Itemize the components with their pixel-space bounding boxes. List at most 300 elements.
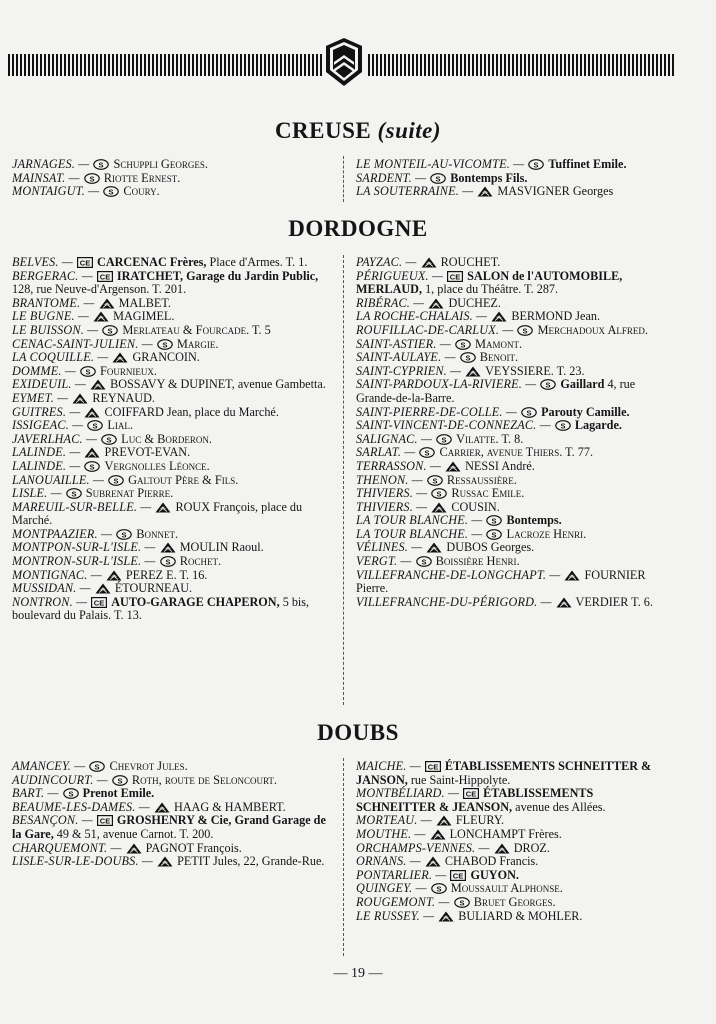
- town-name: LA TOUR BLANCHE. —: [356, 513, 483, 528]
- svg-text:S: S: [424, 448, 430, 458]
- citroen-triangle-badge-icon: [438, 911, 454, 922]
- town-name: BART. —: [12, 786, 59, 801]
- svg-text:S: S: [85, 367, 91, 377]
- creuse-left-column: [12, 158, 332, 199]
- dealer-address: 5 bis, boulevard du Palais. T. 13.: [12, 594, 310, 623]
- dealer-address: COUSIN.: [451, 499, 500, 514]
- dealer-address: 1, place du Théâtre. T. 287.: [425, 282, 559, 297]
- svg-text:CE: CE: [79, 258, 91, 268]
- dealer-entry: [12, 774, 332, 788]
- service-s-badge-icon: [555, 420, 571, 431]
- service-s-badge-icon: [455, 339, 471, 350]
- dealer-entry: [356, 185, 676, 199]
- svg-text:S: S: [441, 435, 447, 445]
- authorized-ce-badge-icon: [97, 815, 113, 826]
- dealer-entry: [356, 828, 676, 842]
- dealer-address: ROUCHET.: [440, 255, 501, 269]
- service-s-badge-icon: [416, 556, 432, 567]
- service-s-badge-icon: [87, 420, 103, 431]
- dealer-address: MASVIGNER Georges: [497, 184, 614, 199]
- dealer-entry: [12, 392, 332, 406]
- town-name: TERRASSON. —: [356, 458, 442, 473]
- dealer-entry: [12, 324, 332, 338]
- town-name: BESANÇON. —: [12, 813, 93, 828]
- svg-text:S: S: [421, 557, 427, 567]
- town-name: LE MONTEIL-AU-VICOMTE. —: [356, 157, 525, 171]
- dealer-name: Boissière Henri.: [435, 554, 520, 569]
- dealer-name-bold: IRATCHET, Garage du Jardin Public,: [116, 268, 319, 283]
- svg-text:CE: CE: [453, 871, 464, 881]
- dealer-name-bold: Lagarde.: [574, 418, 622, 433]
- town-name: LANOUAILLE. —: [12, 472, 104, 487]
- dealer-address: NESSI André.: [465, 458, 535, 473]
- dealer-entry: [12, 297, 332, 311]
- dealer-entry: [12, 528, 332, 542]
- dealer-entry: [12, 270, 332, 297]
- dealer-name: Ressaussière.: [446, 472, 517, 487]
- svg-text:S: S: [533, 160, 539, 170]
- authorized-ce-badge-icon: [463, 788, 479, 799]
- town-name: SARLAT. —: [356, 445, 416, 460]
- dealer-name: Margie.: [176, 336, 219, 351]
- dealer-entry: [12, 365, 332, 379]
- svg-text:S: S: [432, 475, 438, 485]
- town-name: ISSIGEAC. —: [12, 418, 84, 433]
- dealer-name: Roth, route de Seloncourt.: [131, 772, 278, 787]
- town-name: MONTPAAZIER. —: [12, 526, 113, 541]
- dealer-address: DUBOS Georges.: [446, 540, 535, 555]
- dealer-entry: [12, 555, 332, 569]
- dealer-name-bold: Tuffinet Emile.: [548, 157, 627, 171]
- dealer-name: Riotte Ernest.: [103, 170, 181, 185]
- dealer-name: Fournieux.: [99, 363, 157, 378]
- dealer-entry: [12, 596, 332, 623]
- svg-text:S: S: [107, 326, 113, 336]
- town-name: BERGERAC. —: [12, 268, 93, 283]
- dealer-address: PETIT Jules, 22, Grande-Rue.: [177, 854, 325, 869]
- town-name: QUINGEY. —: [356, 881, 427, 896]
- town-name: SAINT-CYPRIEN. —: [356, 363, 462, 378]
- dealer-name: Schuppli Georges.: [113, 157, 208, 171]
- svg-text:S: S: [465, 353, 471, 363]
- dealer-entry: [12, 433, 332, 447]
- service-s-badge-icon: [528, 159, 544, 170]
- citroen-triangle-badge-icon: [428, 298, 444, 309]
- town-name: PONTARLIER. —: [356, 867, 447, 882]
- dealer-entry: [12, 446, 332, 460]
- svg-text:S: S: [545, 380, 551, 390]
- service-s-badge-icon: [486, 529, 502, 540]
- svg-text:S: S: [436, 489, 442, 499]
- dealer-entry: [12, 256, 332, 270]
- service-s-badge-icon: [101, 434, 117, 445]
- dealer-name: Benoit.: [479, 350, 519, 365]
- dealer-name: Chevrot Jules.: [109, 759, 188, 773]
- citroen-triangle-badge-icon: [564, 570, 580, 581]
- town-name: MOUTHE. —: [356, 826, 426, 841]
- dealer-entry: [356, 514, 676, 528]
- service-s-badge-icon: [431, 883, 447, 894]
- dealer-name-bold: Bontemps.: [506, 513, 562, 528]
- svg-text:CE: CE: [449, 272, 461, 282]
- dordogne-right-column: [356, 256, 676, 609]
- service-s-badge-icon: [431, 488, 447, 499]
- dealer-entry: [12, 419, 332, 433]
- town-name: CHARQUEMONT. —: [12, 840, 122, 855]
- dealer-address: BERMOND Jean.: [511, 309, 601, 324]
- dealer-entry: [356, 814, 676, 828]
- dealer-entry: [356, 487, 676, 501]
- dealer-address: ROUX François, place du Marché.: [12, 499, 303, 528]
- dealer-name: Vilatte.: [456, 431, 499, 446]
- citroen-triangle-badge-icon: [477, 186, 493, 197]
- svg-text:S: S: [94, 762, 100, 772]
- dealer-entry: [356, 787, 676, 814]
- service-s-badge-icon: [521, 407, 537, 418]
- dealer-name-bold: ÉTABLISSEMENTS SCHNEITTER & JANSON,: [356, 759, 652, 787]
- dealer-name: Russac Emile.: [451, 486, 525, 501]
- svg-text:S: S: [459, 898, 465, 908]
- town-name: LA SOUTERRAINE. —: [356, 184, 474, 199]
- town-name: SALIGNAC. —: [356, 431, 433, 446]
- town-name: LA COQUILLE. —: [12, 350, 109, 365]
- service-s-badge-icon: [116, 529, 132, 540]
- dordogne-left-column: [12, 256, 332, 623]
- dealer-address: VEYSSIERE. T. 23.: [485, 363, 585, 378]
- svg-text:S: S: [162, 339, 168, 349]
- svg-text:S: S: [560, 421, 566, 431]
- dealer-address: MAGIMEL.: [113, 309, 175, 324]
- service-s-badge-icon: [419, 447, 435, 458]
- authorized-ce-badge-icon: [97, 271, 113, 282]
- dealer-name: Luc & Borderon.: [121, 431, 212, 446]
- town-name: PÉRIGUEUX. —: [356, 268, 444, 283]
- dealer-entry: [356, 378, 676, 405]
- service-s-badge-icon: [157, 339, 173, 350]
- dealer-entry: [356, 406, 676, 420]
- dealer-entry: [12, 351, 332, 365]
- section-title-dordogne: DORDOGNE: [288, 216, 428, 241]
- service-s-badge-icon: [427, 475, 443, 486]
- citroen-triangle-badge-icon: [430, 829, 446, 840]
- dealer-entry: [12, 787, 332, 801]
- svg-text:S: S: [436, 884, 442, 894]
- town-name: LE BUGNE. —: [12, 309, 90, 324]
- town-name: THIVIERS. —: [356, 499, 428, 514]
- citroen-triangle-badge-icon: [154, 802, 170, 813]
- dealer-name: Bruet Georges.: [473, 894, 556, 909]
- dealer-address: PAGNOT François.: [145, 840, 242, 855]
- service-s-badge-icon: [436, 434, 452, 445]
- dealer-address: MALBET.: [118, 295, 171, 310]
- dealer-address: Place d'Armes. T. 1.: [209, 255, 308, 269]
- dealer-entry: [356, 419, 676, 433]
- citroen-triangle-badge-icon: [426, 542, 442, 553]
- svg-text:S: S: [92, 421, 98, 431]
- dealer-entry: [12, 814, 332, 841]
- svg-text:S: S: [108, 187, 114, 197]
- service-s-badge-icon: [108, 475, 124, 486]
- dealer-name: Carrier, avenue Thiers.: [439, 445, 563, 460]
- dealer-entry: [356, 596, 676, 610]
- svg-text:CE: CE: [99, 816, 111, 826]
- dealer-entry: [356, 310, 676, 324]
- section-title-creuse: CREUSE (suite): [274, 118, 442, 143]
- creuse-right-column: [356, 158, 676, 199]
- service-s-badge-icon: [486, 515, 502, 526]
- dealer-entry: [12, 855, 332, 869]
- citroen-triangle-badge-icon: [445, 461, 461, 472]
- town-name: LALINDE. —: [12, 445, 81, 460]
- svg-text:CE: CE: [93, 598, 105, 608]
- town-name: ROUFILLAC-DE-CARLUX. —: [356, 322, 514, 337]
- town-name: BRANTOME. —: [12, 295, 95, 310]
- dealer-name: Lacroze Henri.: [506, 526, 587, 541]
- citroen-triangle-badge-icon: [465, 366, 481, 377]
- svg-text:S: S: [435, 173, 441, 183]
- dealer-address: DUCHEZ.: [448, 295, 501, 310]
- dealer-entry: [356, 896, 676, 910]
- town-name: SAINT-PARDOUX-LA-RIVIERE. —: [356, 377, 537, 392]
- citroen-triangle-badge-icon: [556, 597, 572, 608]
- dealer-entry: [12, 487, 332, 501]
- dealer-address: PEREZ E. T. 16.: [125, 567, 208, 582]
- town-name: VILLEFRANCHE-DE-LONGCHAPT. —: [356, 567, 561, 582]
- dealer-entry: [356, 433, 676, 447]
- dealer-name-bold: SALON de l'AUTOMOBILE, MERLAUD,: [356, 268, 623, 297]
- town-name: ORNANS. —: [356, 854, 421, 869]
- town-name: DOMME. —: [12, 363, 76, 378]
- town-name: THENON. —: [356, 472, 423, 487]
- town-name: MONTBÉLIARD. —: [356, 786, 460, 801]
- dealer-address: DROZ.: [513, 840, 550, 855]
- dealer-entry: [12, 801, 332, 815]
- town-name: MONTIGNAC. —: [12, 567, 102, 582]
- service-s-badge-icon: [460, 352, 476, 363]
- svg-text:CE: CE: [465, 789, 477, 799]
- dealer-entry: [12, 378, 332, 392]
- svg-text:S: S: [526, 407, 532, 417]
- authorized-ce-badge-icon: [447, 271, 463, 282]
- dealer-entry: [356, 338, 676, 352]
- page-number: — 19 —: [333, 966, 383, 981]
- town-name: LA ROCHE-CHALAIS. —: [356, 309, 488, 324]
- column-divider: [343, 758, 344, 956]
- svg-text:S: S: [491, 516, 497, 526]
- citroen-triangle-badge-icon: [99, 298, 115, 309]
- dealer-entry: [12, 842, 332, 856]
- dealer-entry: [356, 501, 676, 515]
- dealer-address: FOURNIER Pierre.: [356, 567, 646, 596]
- dealer-name-bold: ÉTABLISSEMENTS SCHNEITTER & JEANSON,: [356, 786, 594, 814]
- service-s-badge-icon: [80, 366, 96, 377]
- svg-text:S: S: [89, 173, 95, 183]
- town-name: SAINT-VINCENT-DE-CONNEZAC. —: [356, 418, 551, 433]
- town-name: MONTAIGUT. —: [12, 184, 100, 199]
- town-name: VÉLINES. —: [356, 540, 423, 555]
- citroen-triangle-badge-icon: [72, 393, 88, 404]
- citroen-triangle-badge-icon: [112, 352, 128, 363]
- town-name: THIVIERS. —: [356, 486, 428, 501]
- town-name: AMANCEY. —: [12, 759, 86, 773]
- dealer-address: BULIARD & MOHLER.: [458, 908, 583, 923]
- svg-text:S: S: [522, 326, 528, 336]
- svg-text:S: S: [89, 462, 95, 472]
- citroen-triangle-badge-icon: [431, 502, 447, 513]
- town-name: LISLE. —: [12, 486, 62, 501]
- svg-text:S: S: [98, 160, 104, 170]
- dealer-address: rue Saint-Hippolyte.: [410, 772, 511, 787]
- town-name: JARNAGES. —: [12, 157, 90, 171]
- town-name: MUSSIDAN. —: [12, 581, 91, 596]
- dealer-address: LONCHAMPT Frères.: [449, 826, 562, 841]
- service-s-badge-icon: [89, 761, 105, 772]
- dealer-entry: [12, 541, 332, 555]
- dealer-name: Lial.: [107, 418, 134, 433]
- dealer-entry: [12, 760, 332, 774]
- town-name: MAICHE. —: [356, 759, 421, 773]
- dealer-address: HAAG & HAMBERT.: [173, 799, 286, 814]
- section-title-doubs: DOUBS: [317, 720, 399, 745]
- doubs-left-column: [12, 760, 332, 869]
- dealer-entry: [356, 270, 676, 297]
- town-name: MONTRON-SUR-L'ISLE. —: [12, 554, 156, 569]
- service-s-badge-icon: [160, 556, 176, 567]
- service-s-badge-icon: [112, 775, 128, 786]
- town-name: ROUGEMONT. —: [356, 894, 450, 909]
- town-name: MAINSAT. —: [12, 170, 80, 185]
- dealer-entry: [356, 869, 676, 883]
- svg-text:CE: CE: [427, 762, 439, 772]
- dealer-entry: [356, 882, 676, 896]
- dealer-address: 49 & 51, avenue Carnot. T. 200.: [56, 826, 214, 841]
- svg-text:S: S: [68, 789, 74, 799]
- dealer-entry: [12, 569, 332, 583]
- service-s-badge-icon: [84, 461, 100, 472]
- dealer-name-bold: GROSHENRY & Cie, Grand Garage de la Gare,: [12, 813, 326, 841]
- town-name: EXIDEUIL. —: [12, 377, 86, 392]
- dealer-name-bold: GUYON.: [470, 867, 519, 882]
- dealer-entry: [356, 256, 676, 270]
- column-divider: [343, 255, 344, 705]
- town-name: LA TOUR BLANCHE. —: [356, 526, 483, 541]
- svg-text:S: S: [165, 557, 171, 567]
- dealer-entry: [356, 297, 676, 311]
- dealer-address: ÉTOURNEAU.: [114, 581, 193, 596]
- service-s-badge-icon: [102, 325, 118, 336]
- citroen-triangle-badge-icon: [106, 570, 122, 581]
- citroen-triangle-badge-icon: [90, 379, 106, 390]
- town-name: LISLE-SUR-LE-DOUBS. —: [12, 854, 153, 869]
- citroen-triangle-badge-icon: [93, 311, 109, 322]
- dealer-name: Merchadoux Alfred.: [537, 322, 648, 337]
- service-s-badge-icon: [517, 325, 533, 336]
- dealer-entry: [12, 310, 332, 324]
- dealer-address: COIFFARD Jean, place du Marché.: [104, 404, 279, 419]
- dealer-name-bold: CARCENAC Frères,: [97, 255, 207, 269]
- dealer-address: 4, rue Grande-de-la-Barre.: [356, 377, 636, 405]
- dealer-address: PREVOT-EVAN.: [104, 445, 191, 460]
- dealer-name-bold: Parouty Camille.: [541, 404, 630, 419]
- citroen-triangle-badge-icon: [491, 311, 507, 322]
- dealer-address: MOULIN Raoul.: [179, 540, 264, 555]
- town-name: SAINT-AULAYE. —: [356, 350, 456, 365]
- town-name: AUDINCOURT. —: [12, 772, 108, 787]
- dealer-name: Vergnolles Léonce.: [104, 458, 210, 473]
- citroen-triangle-badge-icon: [160, 542, 176, 553]
- dealer-entry: [356, 760, 676, 787]
- dealer-entry: [356, 351, 676, 365]
- svg-text:S: S: [121, 530, 127, 540]
- authorized-ce-badge-icon: [77, 257, 93, 268]
- dealer-address: FLEURY.: [455, 813, 505, 828]
- citroen-triangle-badge-icon: [84, 407, 100, 418]
- town-name: BEAUME-LES-DAMES. —: [12, 799, 150, 814]
- citroen-triangle-badge-icon: [95, 583, 111, 594]
- dealer-entry: [356, 158, 676, 172]
- dealer-name: Bonnet.: [136, 526, 179, 541]
- service-s-badge-icon: [84, 173, 100, 184]
- authorized-ce-badge-icon: [450, 870, 466, 881]
- town-name: LE BUISSON. —: [12, 322, 99, 337]
- dealer-name: Mamont.: [474, 336, 523, 351]
- town-name: VERGT. —: [356, 554, 412, 569]
- dealer-address: T. 77.: [565, 445, 593, 460]
- dealer-entry: [12, 172, 332, 186]
- service-s-badge-icon: [63, 788, 79, 799]
- town-name: MONTPON-SUR-L'ISLE. —: [12, 540, 156, 555]
- svg-text:S: S: [460, 339, 466, 349]
- dealer-name: Subrenat Pierre.: [85, 486, 174, 501]
- town-name: LE RUSSEY. —: [356, 908, 435, 923]
- town-name: MAREUIL-SUR-BELLE. —: [12, 499, 152, 514]
- citroen-triangle-badge-icon: [494, 843, 510, 854]
- svg-text:S: S: [491, 530, 497, 540]
- dealer-name: Rochet.: [179, 554, 222, 569]
- dealer-entry: [356, 910, 676, 924]
- dealer-entry: [12, 582, 332, 596]
- service-s-badge-icon: [93, 159, 109, 170]
- citroen-triangle-badge-icon: [425, 856, 441, 867]
- column-divider: [343, 156, 344, 202]
- dealer-entry: [12, 185, 332, 199]
- town-name: SARDENT. —: [356, 170, 427, 185]
- svg-text:CE: CE: [99, 272, 110, 282]
- dealer-entry: [356, 365, 676, 379]
- dealer-entry: [12, 501, 332, 528]
- citroen-triangle-badge-icon: [157, 856, 173, 867]
- town-name: MORTEAU. —: [356, 813, 432, 828]
- dealer-entry: [356, 569, 676, 596]
- dealer-entry: [12, 158, 332, 172]
- service-s-badge-icon: [454, 897, 470, 908]
- town-name: BELVES. —: [12, 255, 73, 269]
- town-name: EYMET. —: [12, 390, 69, 405]
- svg-text:S: S: [106, 435, 112, 445]
- dealer-entry: [356, 528, 676, 542]
- dealer-entry: [356, 842, 676, 856]
- dealer-address: avenue des Allées.: [515, 799, 606, 814]
- dealer-name-bold: AUTO-GARAGE CHAPERON,: [111, 594, 280, 609]
- service-s-badge-icon: [66, 488, 82, 499]
- dealer-address: REYNAUD.: [92, 390, 155, 405]
- town-name: PAYZAC. —: [356, 255, 417, 269]
- citroen-chevron-emblem-icon: [322, 36, 366, 88]
- dealer-name: Merlateau & Fourcade.: [122, 322, 250, 337]
- service-s-badge-icon: [430, 173, 446, 184]
- dealer-name-bold: Prenot Emile.: [82, 786, 155, 801]
- dealer-entry: [356, 172, 676, 186]
